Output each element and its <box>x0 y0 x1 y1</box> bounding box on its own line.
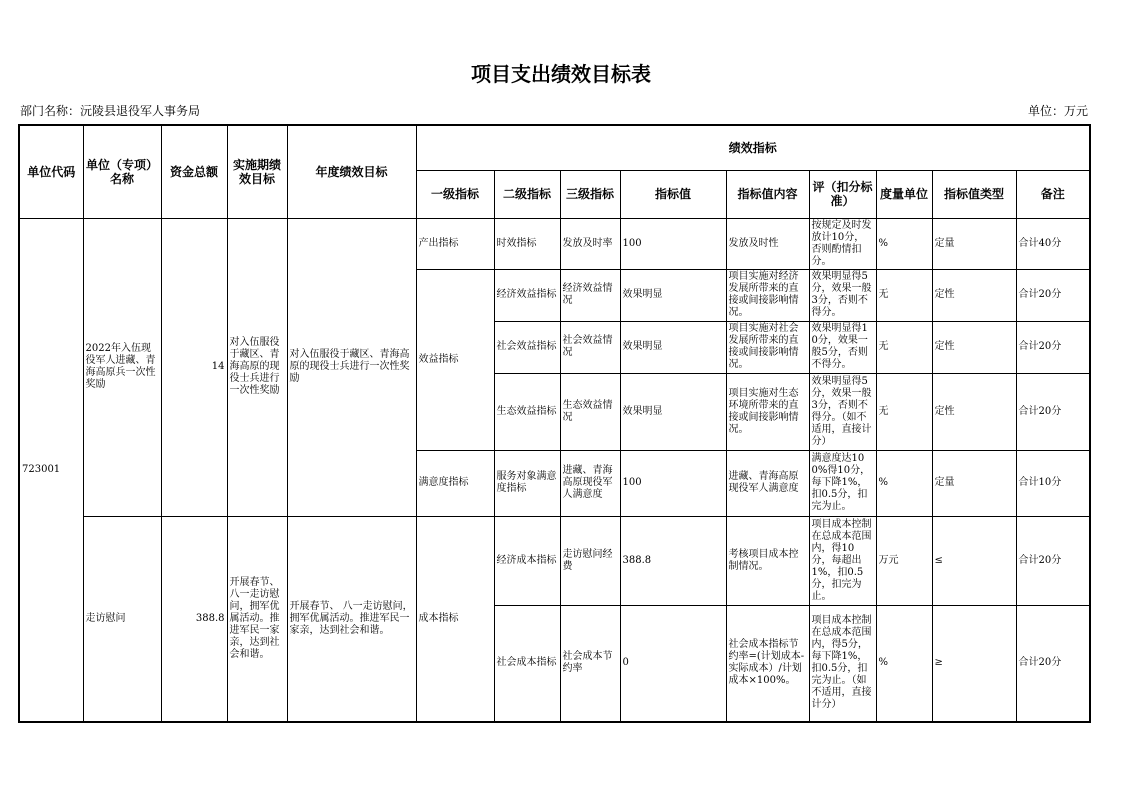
currency-unit: 单位：万元 <box>1027 104 1088 118</box>
department-name: 部门名称：沅陵县退役军人事务局 <box>20 104 201 118</box>
level2-cell: 经济效益指标 <box>494 269 560 321</box>
measure-unit-cell: 无 <box>876 269 932 321</box>
project-annual-goal-cell: 对入伍服役于藏区、青海高原的现役士兵进行一次性奖励 <box>287 218 416 516</box>
level3-cell: 发放及时率 <box>560 218 620 269</box>
unit-code-cell: 723001 <box>19 218 83 722</box>
value-content-cell: 进藏、青海高原现役军人满意度 <box>726 450 809 516</box>
value-content-cell: 考核项目成本控制情况。 <box>726 516 809 605</box>
value-type-cell: 定量 <box>932 450 1016 516</box>
header-annual-goal: 年度绩效目标 <box>287 125 416 218</box>
header-value-content: 指标值内容 <box>726 170 809 218</box>
value-cell: 效果明显 <box>620 373 726 450</box>
table-row <box>19 516 1090 605</box>
value-cell: 100 <box>620 450 726 516</box>
header-value: 指标值 <box>620 170 726 218</box>
header-total-funds: 资金总额 <box>161 125 227 218</box>
project-funds-cell: 388.8 <box>161 516 227 722</box>
remark-cell: 合计20分 <box>1016 321 1090 373</box>
value-type-cell: 定性 <box>932 321 1016 373</box>
header-remark: 备注 <box>1016 170 1090 218</box>
score-cell: 项目成本控制在总成本范围内，得5分，每下降1%，扣0.5分，扣完为止。（如不适用，直接计分） <box>809 605 876 722</box>
level3-cell: 进藏、青海高原现役军人满意度 <box>560 450 620 516</box>
header-impl-goal: 实施期绩效目标 <box>227 125 287 218</box>
measure-unit-cell: % <box>876 450 932 516</box>
value-content-cell: 社会成本指标节约率=(计划成本-实际成本）/计划成本×100%。 <box>726 605 809 722</box>
value-content-cell: 项目实施对社会发展所带来的直接或间接影响情况。 <box>726 321 809 373</box>
remark-cell: 合计20分 <box>1016 373 1090 450</box>
value-type-cell: 定量 <box>932 218 1016 269</box>
level1-cell: 产出指标 <box>416 218 494 269</box>
value-cell: 效果明显 <box>620 269 726 321</box>
score-cell: 效果明显得5分，效果一般3分，否则不得分。（如不适用，直接计分） <box>809 373 876 450</box>
remark-cell: 合计20分 <box>1016 269 1090 321</box>
header-level3: 三级指标 <box>560 170 620 218</box>
value-cell: 388.8 <box>620 516 726 605</box>
header-unit-name: 单位（专项）名称 <box>83 125 161 218</box>
value-type-cell: 定性 <box>932 269 1016 321</box>
measure-unit-cell: % <box>876 218 932 269</box>
value-content-cell: 项目实施对生态环境所带来的直接或间接影响情况。 <box>726 373 809 450</box>
measure-unit-cell: 无 <box>876 373 932 450</box>
header-score: 评（扣分标准） <box>809 170 876 218</box>
score-cell: 按规定及时发放计10分，否则酌情扣分。 <box>809 218 876 269</box>
measure-unit-cell: % <box>876 605 932 722</box>
project-name-cell: 2022年入伍现役军人进藏、青海高原兵一次性奖励 <box>83 218 161 516</box>
score-cell: 效果明显得10分，效果一般5分，否则不得分。 <box>809 321 876 373</box>
level2-cell: 社会成本指标 <box>494 605 560 722</box>
level1-cell: 成本指标 <box>416 516 494 722</box>
measure-unit-cell: 万元 <box>876 516 932 605</box>
measure-unit-cell: 无 <box>876 321 932 373</box>
project-funds-cell: 14 <box>161 218 227 516</box>
value-type-cell: 定性 <box>932 373 1016 450</box>
header-measure-unit: 度量单位 <box>876 170 932 218</box>
header-level1: 一级指标 <box>416 170 494 218</box>
level3-cell: 走访慰问经费 <box>560 516 620 605</box>
level2-cell: 服务对象满意度指标 <box>494 450 560 516</box>
level3-cell: 社会成本节约率 <box>560 605 620 722</box>
score-cell: 项目成本控制在总成本范围内，得10分，每超出1%，扣0.5分，扣完为止。 <box>809 516 876 605</box>
header-unit-code: 单位代码 <box>19 125 83 218</box>
project-annual-goal-cell: 开展春节、 八一走访慰问，拥军优属活动。推进军民一家亲，达到社会和谐。 <box>287 516 416 722</box>
remark-cell: 合计20分 <box>1016 605 1090 722</box>
level1-cell: 效益指标 <box>416 269 494 450</box>
remark-cell: 合计40分 <box>1016 218 1090 269</box>
level2-cell: 生态效益指标 <box>494 373 560 450</box>
table-row <box>19 218 1090 269</box>
remark-cell: 合计10分 <box>1016 450 1090 516</box>
header-level2: 二级指标 <box>494 170 560 218</box>
level2-cell: 时效指标 <box>494 218 560 269</box>
performance-table <box>18 124 1091 723</box>
header-value-type: 指标值类型 <box>932 170 1016 218</box>
page-title: 项目支出绩效目标表 <box>471 62 651 86</box>
score-cell: 满意度达100%得10分，每下降1%，扣0.5分，扣完为止。 <box>809 450 876 516</box>
value-cell: 效果明显 <box>620 321 726 373</box>
level3-cell: 经济效益情况 <box>560 269 620 321</box>
header-perf-indicator: 绩效指标 <box>416 125 1090 170</box>
level3-cell: 生态效益情况 <box>560 373 620 450</box>
value-cell: 0 <box>620 605 726 722</box>
project-impl-goal-cell: 对入伍服役于藏区、青海高原的现役士兵进行一次性奖励 <box>227 218 287 516</box>
level1-cell: 满意度指标 <box>416 450 494 516</box>
score-cell: 效果明显得5分，效果一般3分，否则不得分。 <box>809 269 876 321</box>
level2-cell: 经济成本指标 <box>494 516 560 605</box>
level2-cell: 社会效益指标 <box>494 321 560 373</box>
value-cell: 100 <box>620 218 726 269</box>
level3-cell: 社会效益情况 <box>560 321 620 373</box>
project-name-cell: 走访慰问 <box>83 516 161 722</box>
value-content-cell: 项目实施对经济发展所带来的直接或间接影响情况。 <box>726 269 809 321</box>
value-type-cell: ≥ <box>932 605 1016 722</box>
value-content-cell: 发放及时性 <box>726 218 809 269</box>
project-impl-goal-cell: 开展春节、 八一走访慰问，拥军优属活动。推进军民一家亲，达到社会和谐。 <box>227 516 287 722</box>
remark-cell: 合计20分 <box>1016 516 1090 605</box>
value-type-cell: ≤ <box>932 516 1016 605</box>
